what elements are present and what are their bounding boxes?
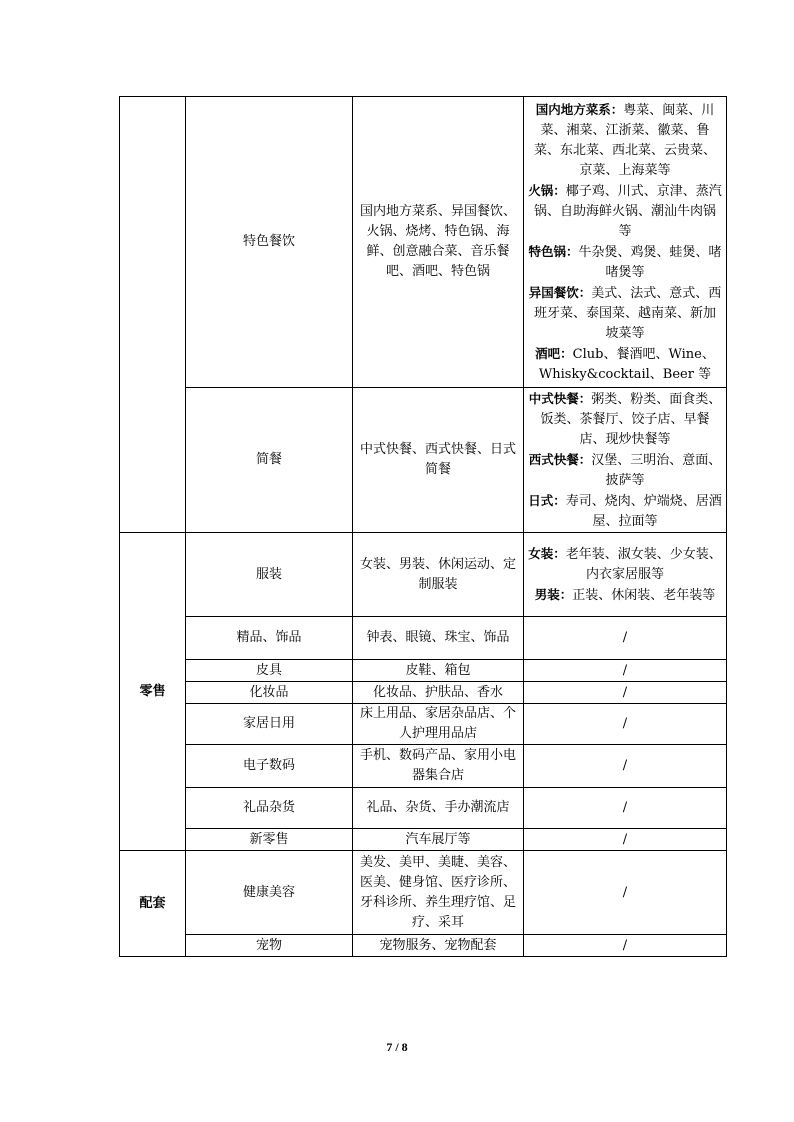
table-row bbox=[120, 388, 727, 533]
detail-item bbox=[528, 100, 722, 181]
table-row bbox=[120, 682, 727, 704]
brands-cell: 钟表、眼镜、珠宝、饰品 bbox=[353, 617, 524, 660]
subcategory-cell: 特色餐饮 bbox=[186, 97, 353, 388]
detail-text: 汉堡、三明治、意面、披萨等 bbox=[591, 452, 722, 488]
details-placeholder: / bbox=[524, 704, 727, 745]
detail-item bbox=[528, 585, 722, 606]
brands-cell: 礼品、杂货、手办潮流店 bbox=[353, 788, 524, 829]
detail-label: 中式快餐： bbox=[528, 390, 592, 406]
subcategory-cell: 电子数码 bbox=[186, 745, 353, 788]
table-row bbox=[120, 704, 727, 745]
detail-item bbox=[528, 283, 722, 344]
details-placeholder: / bbox=[524, 617, 727, 660]
brands-cell: 宠物服务、宠物配套 bbox=[353, 935, 524, 957]
detail-item bbox=[528, 242, 722, 283]
table-row bbox=[120, 851, 727, 935]
subcategory-cell: 服装 bbox=[186, 533, 353, 617]
detail-text: 美式、法式、意式、西班牙菜、泰国菜、越南菜、新加坡菜等 bbox=[533, 285, 722, 341]
detail-label: 女装： bbox=[528, 545, 566, 561]
details-cell bbox=[524, 97, 727, 388]
detail-text: 粤菜、闽菜、川菜、湘菜、江浙菜、徽菜、鲁菜、东北菜、西北菜、云贵菜、京菜、上海菜等 bbox=[533, 102, 716, 178]
table-row bbox=[120, 829, 727, 851]
detail-item bbox=[528, 544, 722, 585]
detail-label: 火锅： bbox=[528, 182, 566, 198]
details-placeholder: / bbox=[524, 788, 727, 829]
table-row bbox=[120, 788, 727, 829]
detail-text: 正装、休闲装、老年装等 bbox=[572, 587, 716, 603]
details-placeholder: / bbox=[524, 682, 727, 704]
subcategory-cell: 新零售 bbox=[186, 829, 353, 851]
detail-item bbox=[528, 344, 722, 385]
table-row bbox=[120, 97, 727, 388]
brands-cell: 中式快餐、西式快餐、日式简餐 bbox=[353, 388, 524, 533]
detail-label: 国内地方菜系： bbox=[535, 101, 624, 117]
detail-text: 椰子鸡、川式、京津、蒸汽锅、自助海鲜火锅、潮汕牛肉锅等 bbox=[533, 183, 722, 239]
brands-cell: 床上用品、家居杂品店、个人护理用品店 bbox=[353, 704, 524, 745]
table-row bbox=[120, 660, 727, 682]
details-placeholder: / bbox=[524, 935, 727, 957]
brands-cell: 美发、美甲、美睫、美容、医美、健身馆、医疗诊所、牙科诊所、养生理疗馆、足疗、采耳 bbox=[353, 851, 524, 935]
category-cell-catering bbox=[120, 97, 186, 533]
details-cell bbox=[524, 388, 727, 533]
subcategory-cell: 家居日用 bbox=[186, 704, 353, 745]
details-placeholder: / bbox=[524, 829, 727, 851]
page-number: 7 / 8 bbox=[386, 1040, 408, 1054]
details-cell bbox=[524, 533, 727, 617]
business-category-table bbox=[119, 96, 727, 957]
detail-item bbox=[528, 389, 722, 450]
subcategory-cell: 皮具 bbox=[186, 660, 353, 682]
detail-label: 异国餐饮： bbox=[528, 284, 592, 300]
subcategory-cell: 精品、饰品 bbox=[186, 617, 353, 660]
details-placeholder: / bbox=[524, 851, 727, 935]
subcategory-cell: 化妆品 bbox=[186, 682, 353, 704]
subcategory-cell: 礼品杂货 bbox=[186, 788, 353, 829]
detail-item bbox=[528, 181, 722, 242]
detail-text: Club、餐酒吧、Wine、Whisky&cocktail、Beer 等 bbox=[538, 346, 715, 382]
detail-text: 寿司、烧肉、炉端烧、居酒屋、拉面等 bbox=[565, 493, 722, 529]
category-cell-retail: 零售 bbox=[120, 533, 186, 851]
detail-item bbox=[528, 450, 722, 491]
brands-cell: 国内地方菜系、异国餐饮、火锅、烧烤、特色锅、海鲜、创意融合菜、音乐餐吧、酒吧、特色锅 bbox=[353, 97, 524, 388]
detail-label: 西式快餐： bbox=[528, 451, 592, 467]
subcategory-cell: 简餐 bbox=[186, 388, 353, 533]
detail-label: 酒吧： bbox=[535, 345, 573, 361]
detail-text: 牛杂煲、鸡煲、蛙煲、啫啫煲等 bbox=[578, 244, 722, 280]
brands-cell: 汽车展厅等 bbox=[353, 829, 524, 851]
table-row bbox=[120, 533, 727, 617]
brands-cell: 女装、男装、休闲运动、定制服装 bbox=[353, 533, 524, 617]
detail-label: 男装： bbox=[534, 586, 573, 602]
details-placeholder: / bbox=[524, 660, 727, 682]
subcategory-cell: 健康美容 bbox=[186, 851, 353, 935]
table-row bbox=[120, 745, 727, 788]
subcategory-cell: 宠物 bbox=[186, 935, 353, 957]
details-placeholder: / bbox=[524, 745, 727, 788]
table-row bbox=[120, 935, 727, 957]
brands-cell: 化妆品、护肤品、香水 bbox=[353, 682, 524, 704]
detail-text: 老年装、淑女装、少女装、内衣家居服等 bbox=[565, 546, 722, 582]
detail-item bbox=[528, 491, 722, 532]
detail-text: 粥类、粉类、面食类、饭类、茶餐厅、饺子店、早餐店、现炒快餐等 bbox=[540, 391, 722, 447]
brands-cell: 皮鞋、箱包 bbox=[353, 660, 524, 682]
detail-label: 特色锅： bbox=[528, 243, 579, 259]
category-cell-supporting: 配套 bbox=[120, 851, 186, 957]
table-row bbox=[120, 617, 727, 660]
brands-cell: 手机、数码产品、家用小电器集合店 bbox=[353, 745, 524, 788]
detail-label: 日式： bbox=[528, 492, 566, 508]
